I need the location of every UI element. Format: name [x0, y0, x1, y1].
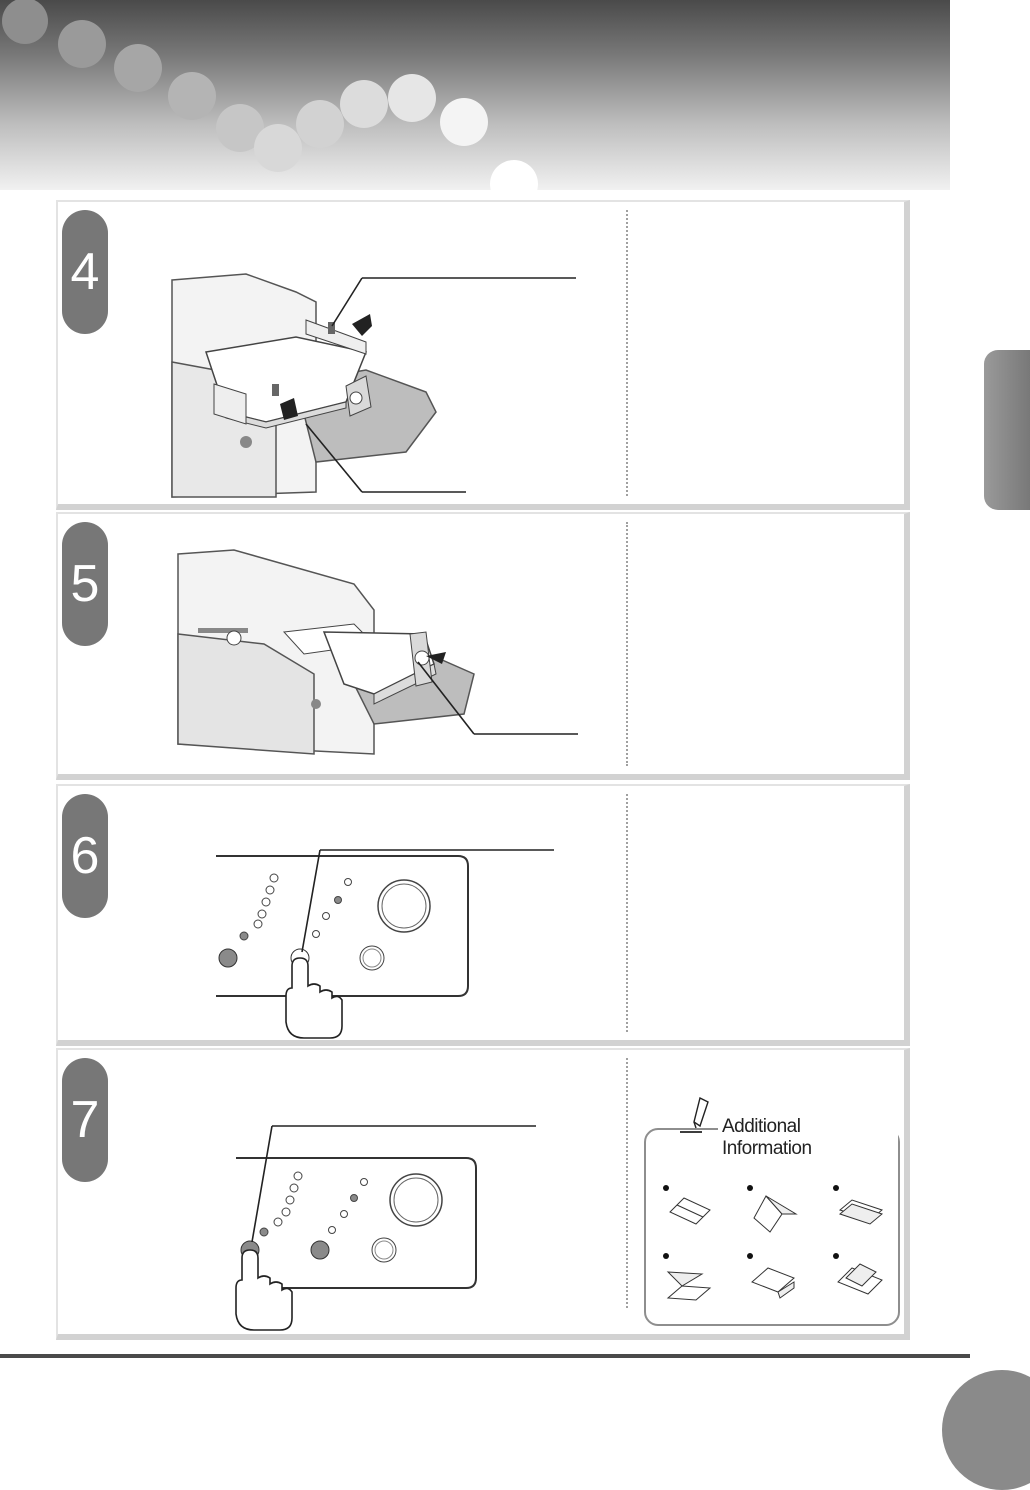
paper-roll-illustration [174, 514, 594, 774]
control-panel-illustration [228, 1050, 648, 1340]
letter-fold-icon [662, 1184, 718, 1228]
header-band [0, 0, 950, 190]
step-panel-7 [56, 1048, 910, 1340]
column-divider [626, 210, 628, 496]
decor-dot [254, 124, 302, 172]
decor-dot [340, 80, 388, 128]
gate-fold-icon [832, 1252, 888, 1302]
step-number-badge: 7 [62, 1058, 108, 1182]
half-fold-icon [746, 1184, 802, 1234]
step-panel-6 [56, 784, 910, 1046]
chapter-tab [984, 350, 1030, 510]
column-divider [626, 522, 628, 766]
decor-dot [296, 100, 344, 148]
decor-dot [388, 74, 436, 122]
column-divider [626, 794, 628, 1032]
decor-dot [58, 20, 106, 68]
z-fold-icon [662, 1252, 718, 1302]
decor-dot [114, 44, 162, 92]
page-number-badge [942, 1370, 1030, 1490]
step-number-badge: 6 [62, 794, 108, 918]
step-number-badge: 4 [62, 210, 108, 334]
cross-fold-icon [746, 1252, 802, 1302]
step-number-badge: 5 [62, 522, 108, 646]
decor-dot [440, 98, 488, 146]
decor-dot [2, 0, 48, 44]
footer-rule [0, 1354, 970, 1358]
pen-icon [680, 1096, 720, 1136]
paper-guide-illustration [166, 202, 586, 502]
step-panel-5 [56, 512, 910, 780]
additional-info-box [644, 1116, 900, 1326]
control-panel-illustration [208, 786, 628, 1046]
decor-dot [168, 72, 216, 120]
column-divider [626, 1058, 628, 1308]
decor-dot [490, 160, 538, 190]
additional-info-title: Additional Information [718, 1116, 898, 1160]
double-parallel-fold-icon [832, 1184, 888, 1228]
step-panel-4 [56, 200, 910, 510]
